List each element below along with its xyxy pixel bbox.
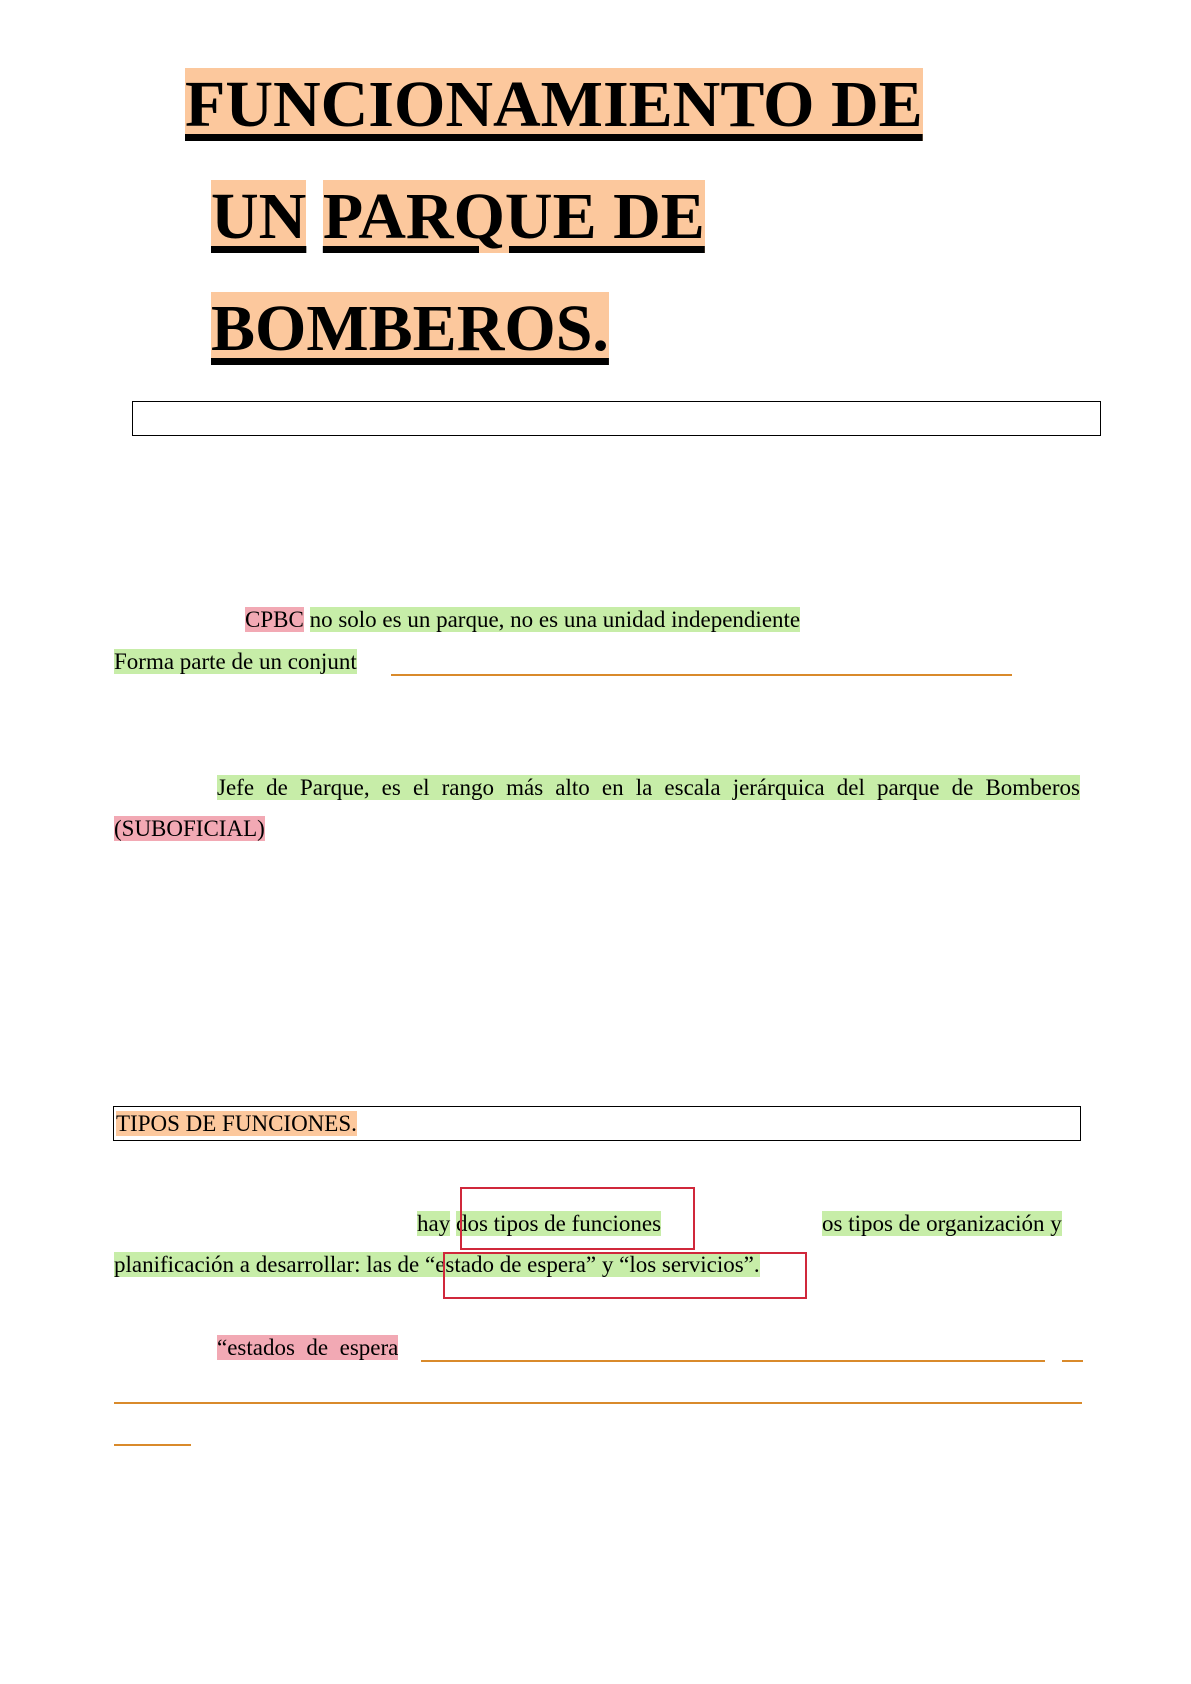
- paragraph-2-line-1: [217, 773, 1080, 803]
- suboficial-tag: (SUBOFICIAL): [114, 816, 265, 841]
- blank-fill-line-2: [421, 1360, 1045, 1362]
- paragraph-1-line-2: [114, 647, 357, 677]
- title-text-3: BOMBEROS.: [211, 292, 609, 365]
- paragraph-1-line-2-text: Forma parte de un conjunt: [114, 649, 357, 674]
- paragraph-4-line-1: [217, 1333, 398, 1363]
- paragraph-2-line-2: [114, 814, 265, 844]
- title-line-3: [211, 288, 609, 370]
- title-text-1: FUNCIONAMIENTO DE: [185, 68, 923, 141]
- estados-espera-tag: “estados de espera: [217, 1335, 399, 1360]
- section-heading-text: TIPOS DE FUNCIONES.: [116, 1111, 357, 1136]
- paragraph-1-text: no solo es un parque, no es una unidad independiente: [309, 607, 801, 632]
- paragraph-1-line-1: [245, 605, 800, 635]
- title-line-2: [211, 176, 705, 258]
- word-hay: hay: [417, 1211, 451, 1236]
- section-heading: [116, 1109, 357, 1139]
- red-annotation-box-1: [460, 1187, 695, 1250]
- title-text-2a: UN: [211, 180, 307, 253]
- blank-fill-line-5: [114, 1444, 191, 1446]
- paragraph-3-tail: os tipos de organización y: [822, 1211, 1062, 1236]
- title-text-2b: PARQUE DE: [322, 180, 705, 253]
- empty-text-box: [132, 401, 1101, 436]
- blank-fill-line-4: [114, 1402, 1082, 1404]
- paragraph-2-text: Jefe de Parque, es el rango más alto en la escala jerárquica del parque de Bomberos: [217, 775, 1080, 800]
- red-annotation-box-2: [443, 1252, 807, 1299]
- boxed-phrase-2: “estado de espera” y “los servicios”.: [425, 1252, 760, 1277]
- paragraph-3-line-2-start: planificación a desarrollar: las de: [114, 1252, 425, 1277]
- title-line-1: [185, 64, 923, 146]
- blank-fill-line-3: [1062, 1360, 1083, 1362]
- paragraph-3-line-1b: [822, 1209, 1062, 1239]
- blank-fill-line: [391, 674, 1012, 676]
- boxed-phrase-1: dos tipos de funciones: [455, 1211, 662, 1236]
- cpbc-tag: CPBC: [245, 607, 304, 632]
